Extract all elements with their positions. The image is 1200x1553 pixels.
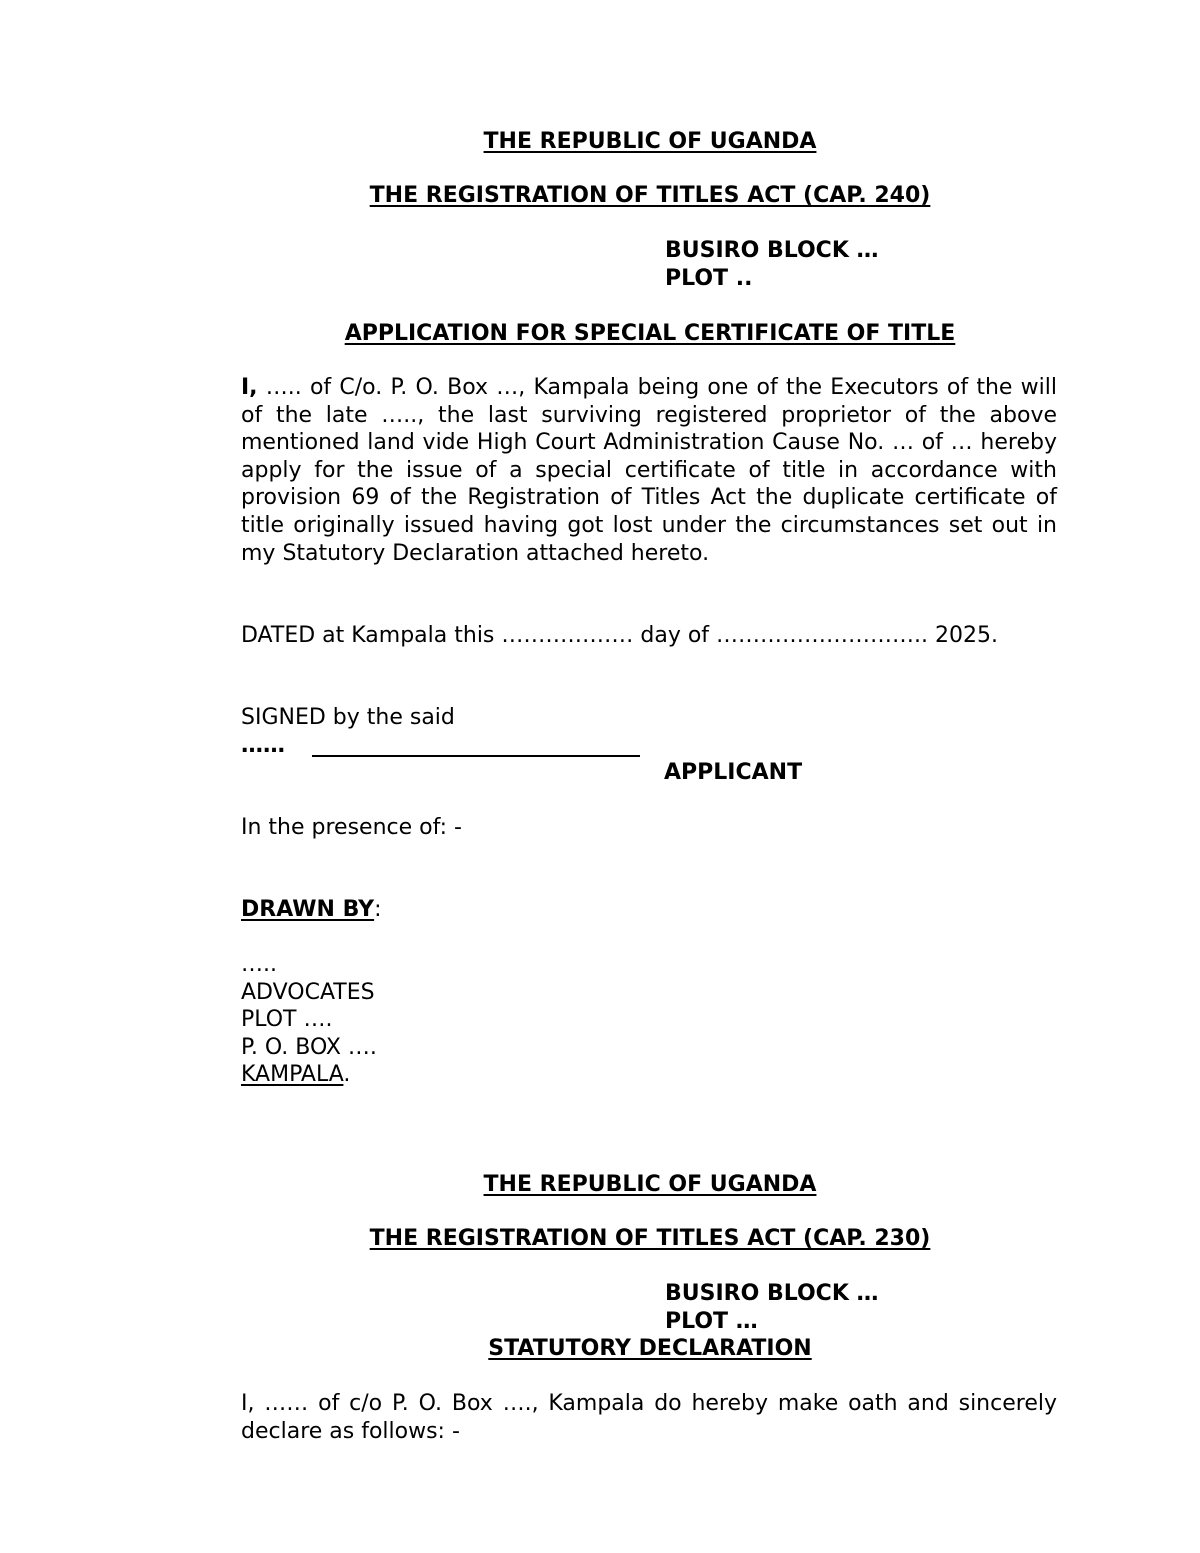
declaration-title: STATUTORY DECLARATION (488, 1336, 812, 1361)
act-heading-2: THE REGISTRATION OF TITLES ACT (CAP. 230) (369, 1226, 931, 1251)
drafter-plot: PLOT …. (241, 1007, 333, 1032)
drafter-advocates: ADVOCATES (241, 980, 375, 1005)
drafter-name: ….. (241, 952, 277, 977)
application-body (241, 374, 1057, 567)
land-plot: PLOT .. (665, 266, 753, 291)
drafter-city (241, 1061, 350, 1089)
drafter-city-name: KAMPALA (241, 1062, 344, 1087)
drawn-by-colon: : (374, 897, 382, 922)
republic-heading-2: THE REPUBLIC OF UGANDA (483, 1172, 817, 1197)
land-plot-2: PLOT … (665, 1309, 758, 1334)
applicant-label: APPLICANT (664, 760, 803, 785)
presence-line: In the presence of: - (241, 815, 462, 840)
application-body-text: ….. of C/o. P. O. Box …, Kampala being one of the Executors of the will of the late ….., the last surviving registered proprietor of the above mentioned land vide High Court Administration Cause No. … of … hereby apply for the issue of a special certificate of title in accordance with provision 69 of the Registration of Titles Act the duplicate certificate of title originally issued having got lost under the circumstances set out in my Statutory Declaration attached hereto. (241, 375, 1057, 566)
republic-heading: THE REPUBLIC OF UGANDA (483, 129, 817, 154)
act-heading: THE REGISTRATION OF TITLES ACT (CAP. 240) (369, 183, 931, 208)
dated-line: DATED at Kampala this ……………… day of ……………………….. 2025. (241, 623, 999, 648)
signed-line: SIGNED by the said (241, 705, 455, 730)
drawn-by-label: DRAWN BY (241, 897, 375, 922)
drawn-by (241, 896, 382, 924)
drafter-box: P. O. BOX …. (241, 1035, 377, 1060)
declaration-body: I, …… of c/o P. O. Box …., Kampala do hereby make oath and sincerely declare as follows: - (241, 1391, 1057, 1444)
signer-name: …… (241, 733, 285, 758)
application-body-lead: I, (241, 375, 258, 400)
application-title: APPLICATION FOR SPECIAL CERTIFICATE OF TITLE (344, 321, 956, 346)
signature-line (312, 755, 640, 757)
drafter-city-end: . (343, 1062, 351, 1087)
land-block-2: BUSIRO BLOCK … (665, 1281, 879, 1306)
land-block: BUSIRO BLOCK … (665, 238, 879, 263)
